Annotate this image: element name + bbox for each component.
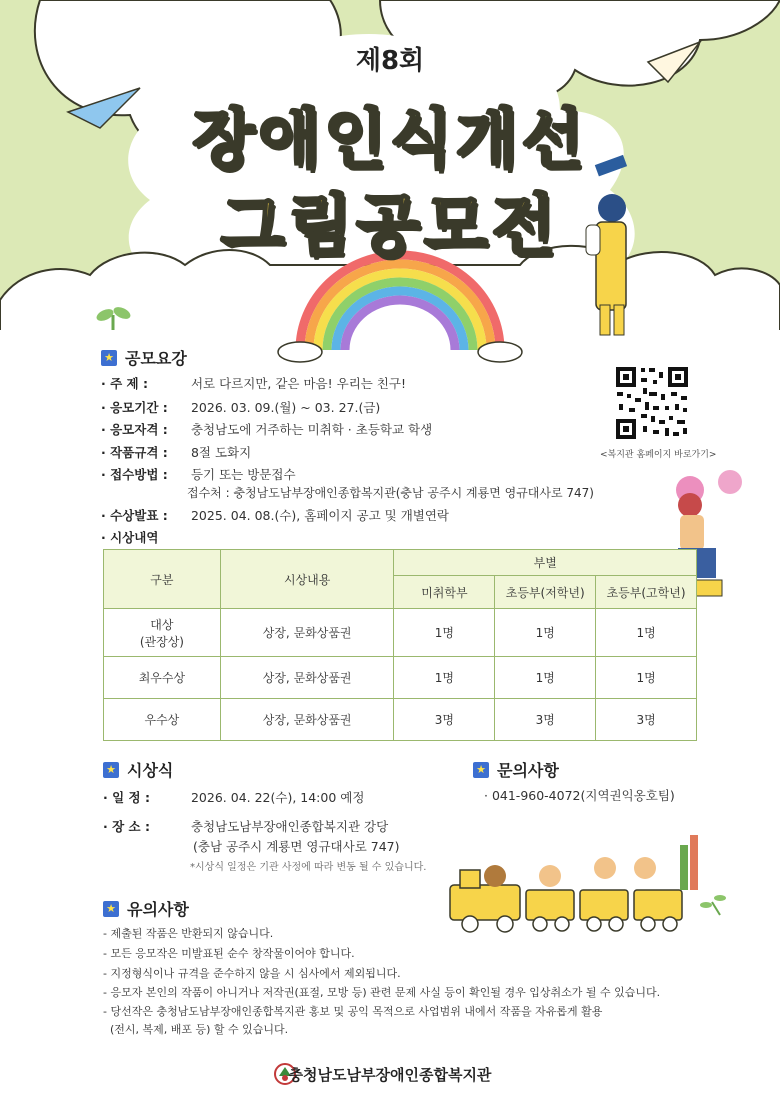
overview-item-label: · 수상발표 : xyxy=(101,508,168,523)
table-cell-div3: 1명 xyxy=(596,609,697,657)
edition-label: 제8회 xyxy=(355,46,425,76)
overview-item-label: · 응모자격 : xyxy=(101,422,168,437)
overview-item-label: · 주 제 : xyxy=(101,376,148,391)
award-subname: (관장상) xyxy=(139,634,184,649)
ceremony-date-value: 2026. 04. 22(수), 14:00 예정 xyxy=(190,790,365,805)
overview-item-period xyxy=(101,398,380,416)
footer-organization: 충청남도남부장애인종합복지관 xyxy=(288,1066,492,1084)
table-header-div1: 미취학부 xyxy=(394,576,495,609)
table-row xyxy=(104,699,697,741)
table-cell-div2: 3명 xyxy=(495,699,596,741)
ceremony-heading-text: 시상식 xyxy=(127,761,174,780)
table-cell-div1: 3명 xyxy=(394,699,495,741)
ceremony-place-value2: (충남 공주시 계룡면 영규대사로 747) xyxy=(193,839,400,854)
ceremony-date-label: · 일 정 : xyxy=(103,790,150,805)
award-name: 대상 xyxy=(150,617,174,632)
overview-item-value: 접수처 : 충청남도남부장애인종합복지관(충남 공주시 계룡면 영규대사로 747) xyxy=(187,486,594,500)
poster-title-line1: 장애인식개선 xyxy=(192,103,588,177)
table-cell-div2: 1명 xyxy=(495,657,596,699)
qr-code-icon[interactable] xyxy=(613,364,691,442)
table-row xyxy=(104,609,697,657)
overview-item-value: 서로 다르지만, 같은 마음! 우리는 친구! xyxy=(190,376,406,391)
contact-phone-value: · 041-960-4072(지역권익옹호팀) xyxy=(484,788,675,803)
awards-table xyxy=(103,549,697,741)
table-cell-prize: 상장, 문화상품권 xyxy=(220,699,394,741)
overview-item-announcement xyxy=(101,506,449,524)
caution-item: (전시, 복제, 배포 등) 할 수 있습니다. xyxy=(103,1023,289,1036)
overview-item-label: · 작품규격 : xyxy=(101,445,168,460)
overview-item-label: · 접수방법 : xyxy=(101,467,168,482)
ceremony-place xyxy=(103,817,388,835)
star-icon: ★ xyxy=(103,901,119,917)
star-icon: ★ xyxy=(101,350,117,366)
ceremony-heading xyxy=(103,758,173,781)
caution-item: - 모든 응모작은 미발표된 순수 창작물이어야 합니다. xyxy=(103,947,355,960)
overview-item-format xyxy=(101,443,251,461)
table-cell-div3: 3명 xyxy=(596,699,697,741)
overview-item-theme xyxy=(101,374,406,392)
table-cell-div3: 1명 xyxy=(596,657,697,699)
ceremony-note: *시상식 일정은 기관 사정에 따라 변동 될 수 있습니다. xyxy=(190,862,427,873)
caution-item: - 당선작은 충청남도남부장애인종합복지관 홍보 및 공익 목적으로 사업범위 내에서 작품을 자유롭게 활용 xyxy=(103,1005,603,1018)
cautions-heading-text: 유의사항 xyxy=(127,900,189,919)
ceremony-place-address xyxy=(193,837,399,855)
overview-item-submission xyxy=(101,465,296,483)
contact-heading-text: 문의사항 xyxy=(497,761,559,780)
overview-item-value: 충청남도에 거주하는 미취학 · 초등학교 학생 xyxy=(190,422,433,437)
table-row xyxy=(104,657,697,699)
overview-item-submission-address xyxy=(187,484,594,501)
star-icon: ★ xyxy=(103,762,119,778)
overview-item-eligibility xyxy=(101,420,432,438)
table-cell-category: 최우수상 xyxy=(104,657,221,699)
overview-item-value: 2025. 04. 08.(수), 홈페이지 공고 및 개별연락 xyxy=(190,508,449,523)
ceremony-place-value: 충청남도남부장애인종합복지관 강당 xyxy=(190,819,389,834)
caution-item: - 응모자 본인의 작품이 아니거나 저작권(표절, 모방 등) 관련 문제 사실 등이 확인될 경우 입상취소가 될 수 있습니다. xyxy=(103,986,661,999)
overview-item-label: · 응모기간 : xyxy=(101,400,168,415)
table-cell-div2: 1명 xyxy=(495,609,596,657)
star-icon: ★ xyxy=(473,762,489,778)
overview-heading xyxy=(101,346,187,369)
cautions-heading xyxy=(103,897,189,920)
awards-label xyxy=(101,528,158,546)
caution-item: - 제출된 작품은 반환되지 않습니다. xyxy=(103,927,274,940)
table-cell-div1: 1명 xyxy=(394,657,495,699)
caution-item: - 지정형식이나 규격을 준수하지 않을 시 심사에서 제외됩니다. xyxy=(103,967,401,980)
ceremony-date xyxy=(103,788,364,806)
overview-heading-text: 공모요강 xyxy=(125,349,187,368)
table-header-category: 구분 xyxy=(104,550,221,609)
table-cell-prize: 상장, 문화상품권 xyxy=(220,609,394,657)
awards-label-text: · 시상내역 xyxy=(101,530,159,545)
overview-item-value: 등기 또는 방문접수 xyxy=(190,467,296,482)
table-header-prize: 시상내용 xyxy=(220,550,394,609)
contact-heading xyxy=(473,758,559,781)
table-cell-category xyxy=(104,609,221,657)
table-cell-div1: 1명 xyxy=(394,609,495,657)
ceremony-place-label: · 장 소 : xyxy=(103,819,150,834)
table-cell-category: 우수상 xyxy=(104,699,221,741)
poster-title-line2: 그림공모전 xyxy=(220,187,560,264)
overview-item-value: 2026. 03. 09.(월) ~ 03. 27.(금) xyxy=(190,400,381,415)
qr-caption: <복지관 홈페이지 바로가기> xyxy=(600,450,717,460)
table-header-division: 부별 xyxy=(394,550,697,576)
overview-item-value: 8절 도화지 xyxy=(190,445,252,460)
table-cell-prize: 상장, 문화상품권 xyxy=(220,657,394,699)
contact-phone xyxy=(484,786,675,804)
table-header-div2: 초등부(저학년) xyxy=(495,576,596,609)
table-header-div3: 초등부(고학년) xyxy=(596,576,697,609)
